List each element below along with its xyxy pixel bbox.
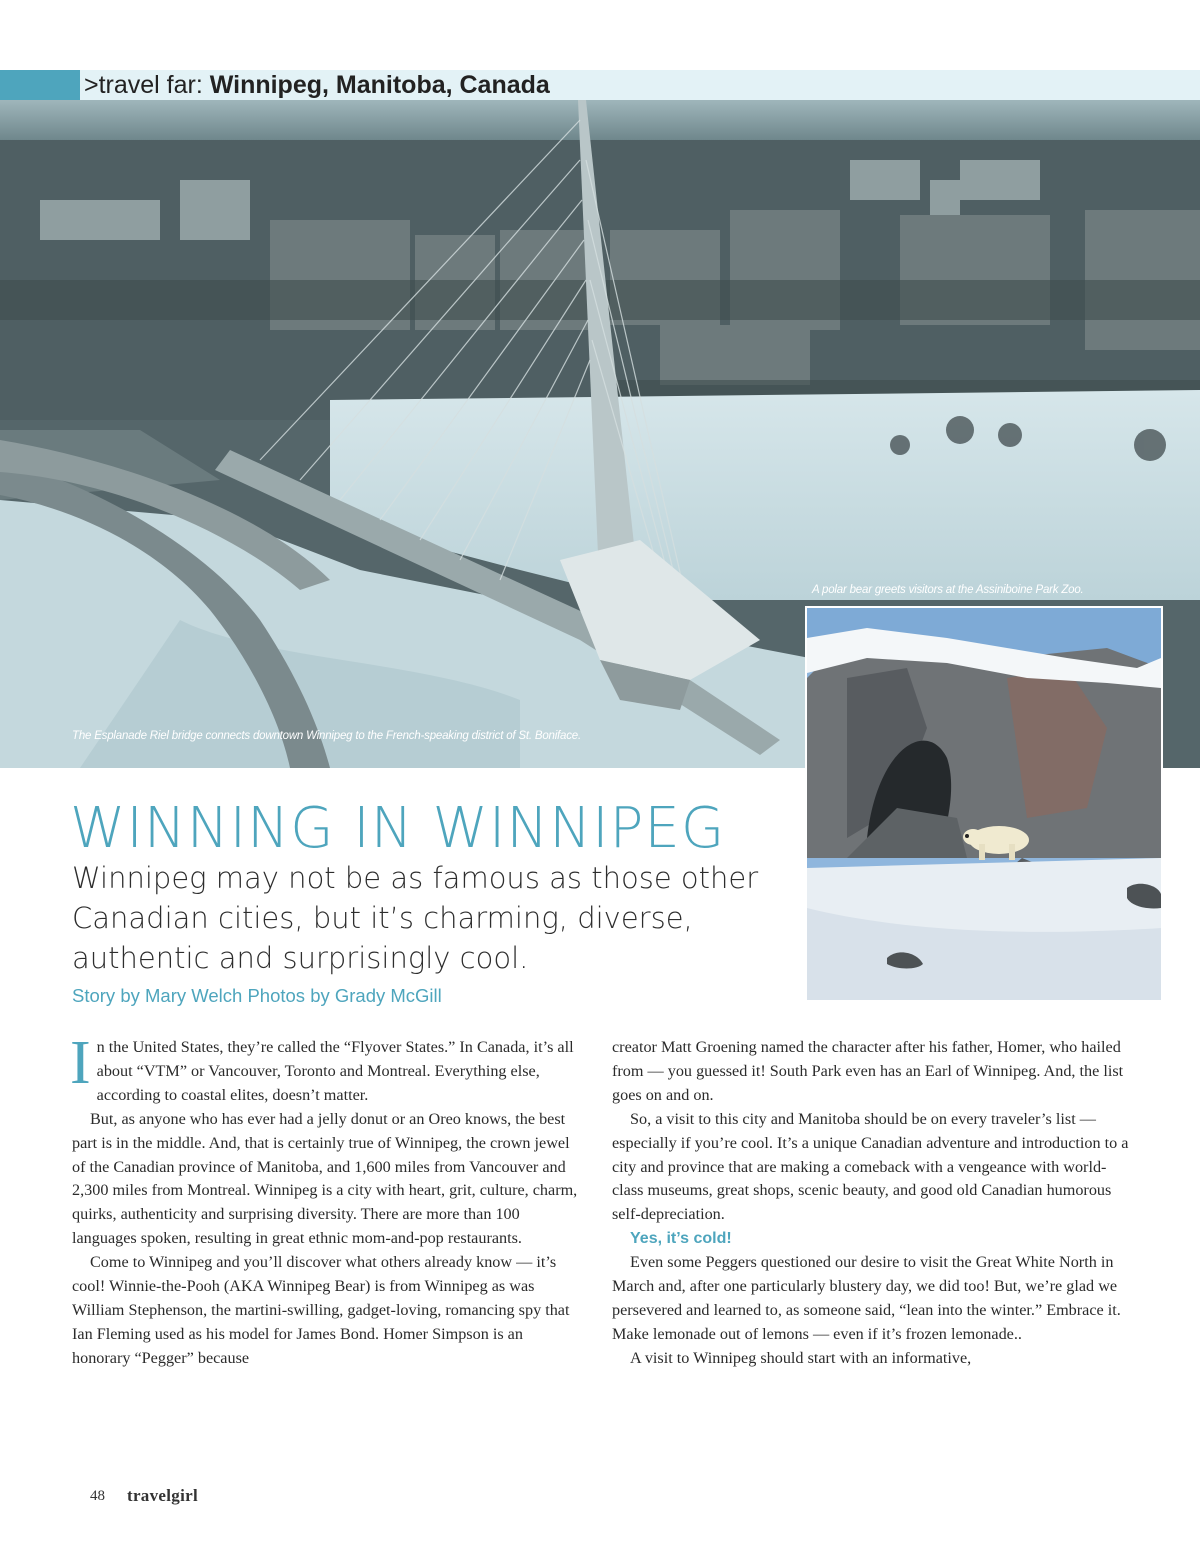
section-header xyxy=(84,70,550,100)
header-accent-block xyxy=(0,70,80,100)
paragraph: So, a visit to this city and Manitoba should be on every traveler’s list — especially if you’re cool. It’s a unique Canadian adventure and introduction to a city and province that are making a comeback with a vengeance with world-class museums, great shops, scenic beauty, and good old Canadian humorous self-depreciation. xyxy=(612,1109,1129,1224)
inset-photo-polar-bear xyxy=(805,606,1163,1002)
paragraph: Even some Peggers questioned our desire to visit the Great White North in March and, after one particularly blustery day, we did too! But, we’re glad we persevered and learned to, as someone said, “lean into the winter.” Embrace it. Make lemonade out of lemons — even if it’s frozen lemonade.. xyxy=(612,1253,1121,1343)
paragraph: creator Matt Groening named the character after his father, Homer, who hailed from — you guessed it! South Park even has an Earl of Winnipeg. And, the list goes on and on. xyxy=(612,1038,1124,1104)
hero-caption: The Esplanade Riel bridge connects downtown Winnipeg to the French-speaking district of St. Boniface. xyxy=(72,730,581,742)
paragraph: Come to Winnipeg and you’ll discover what others already know — it’s cool! Winnie-the-Pooh (AKA Winnipeg Bear) is from Winnipeg as was William Stephenson, the martini-swilling, gadget-loving, romancing spy that Ian Fleming used as his model for James Bond. Homer Simpson is an honorary “Pegger” because xyxy=(72,1253,570,1367)
paragraph: But, as anyone who has ever had a jelly donut or an Oreo knows, the best part is in the middle. And, that is certainly true of Winnipeg, the crown jewel of the Canadian province of Manitoba, and 1,600 miles from Vancouver and 2,300 miles from Montreal. Winnipeg is a city with heart, grit, culture, charm, quirks, authenticity and surprising diversity. There are more than 100 languages spoken, resulting in great ethnic mom-and-pop restaurants. xyxy=(72,1109,578,1248)
body-column-right xyxy=(612,1036,1130,1371)
paragraph-text: n the United States, they’re called the “Flyover States.” In Canada, it’s all about “VTM” or Vancouver, Toronto and Montreal. Everything else, according to coastal elites, doesn’t matter. xyxy=(96,1038,574,1104)
article-headline: WINNING IN WINNIPEG xyxy=(70,796,726,861)
article-dek: Winnipeg may not be as famous as those other Canadian cities, but it’s charming, diverse, authentic and surprisingly cool. xyxy=(72,861,759,975)
body-column-left xyxy=(70,1029,584,1371)
drop-cap: I xyxy=(70,1029,91,1097)
section-location: Winnipeg, Manitoba, Canada xyxy=(209,71,550,99)
section-kicker: >travel far: xyxy=(84,71,210,99)
magazine-logo: travelgirl xyxy=(127,1486,198,1505)
inset-caption: A polar bear greets visitors at the Assiniboine Park Zoo. xyxy=(812,584,1084,596)
section-subhead: Yes, it’s cold! xyxy=(630,1230,732,1248)
paragraph xyxy=(70,1029,584,1108)
article-byline: Story by Mary Welch Photos by Grady McGill xyxy=(72,985,442,1006)
page-number: 48 xyxy=(90,1488,105,1504)
paragraph: A visit to Winnipeg should start with an informative, xyxy=(630,1348,972,1367)
